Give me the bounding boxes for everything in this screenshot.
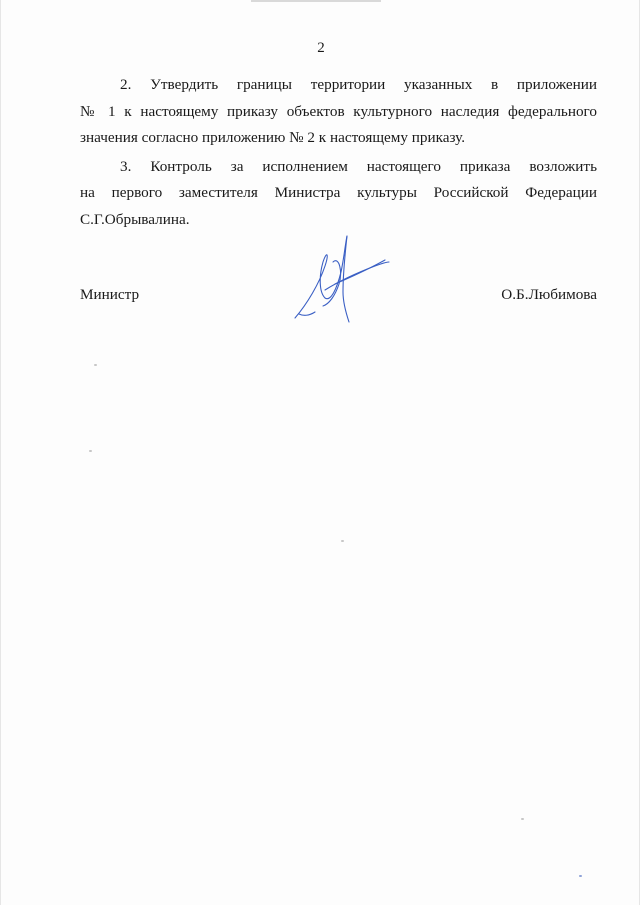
paragraph-line: 3. Контроль за исполнением настоящего приказа возложить <box>120 157 597 175</box>
scan-speck <box>341 540 344 542</box>
scan-speck <box>89 450 92 452</box>
paragraph-line: 2. Утвердить границы территории указанных в приложении <box>120 76 597 93</box>
scan-speck <box>521 818 524 820</box>
scan-speck <box>579 875 582 877</box>
paragraph-3 <box>80 154 597 234</box>
document-body <box>80 72 597 235</box>
scan-speck <box>94 364 97 366</box>
paragraph-line: С.Г.Обрывалина. <box>80 210 190 228</box>
paragraph-2 <box>80 72 597 152</box>
signature-block <box>80 286 597 304</box>
paragraph-line: № 1 к настоящему приказу объектов культурного наследия федерального <box>80 102 597 120</box>
paragraph-line: на первого заместителя Министра культуры Российской Федерации <box>80 184 597 201</box>
paragraph-line: значения согласно приложению № 2 к настоящему приказу. <box>80 129 466 146</box>
page-number: 2 <box>317 40 325 56</box>
signatory-title: Министр <box>80 286 140 303</box>
scan-edge-mark <box>251 0 381 2</box>
signatory-name: О.Б.Любимова <box>501 286 597 303</box>
handwritten-signature <box>289 232 393 324</box>
